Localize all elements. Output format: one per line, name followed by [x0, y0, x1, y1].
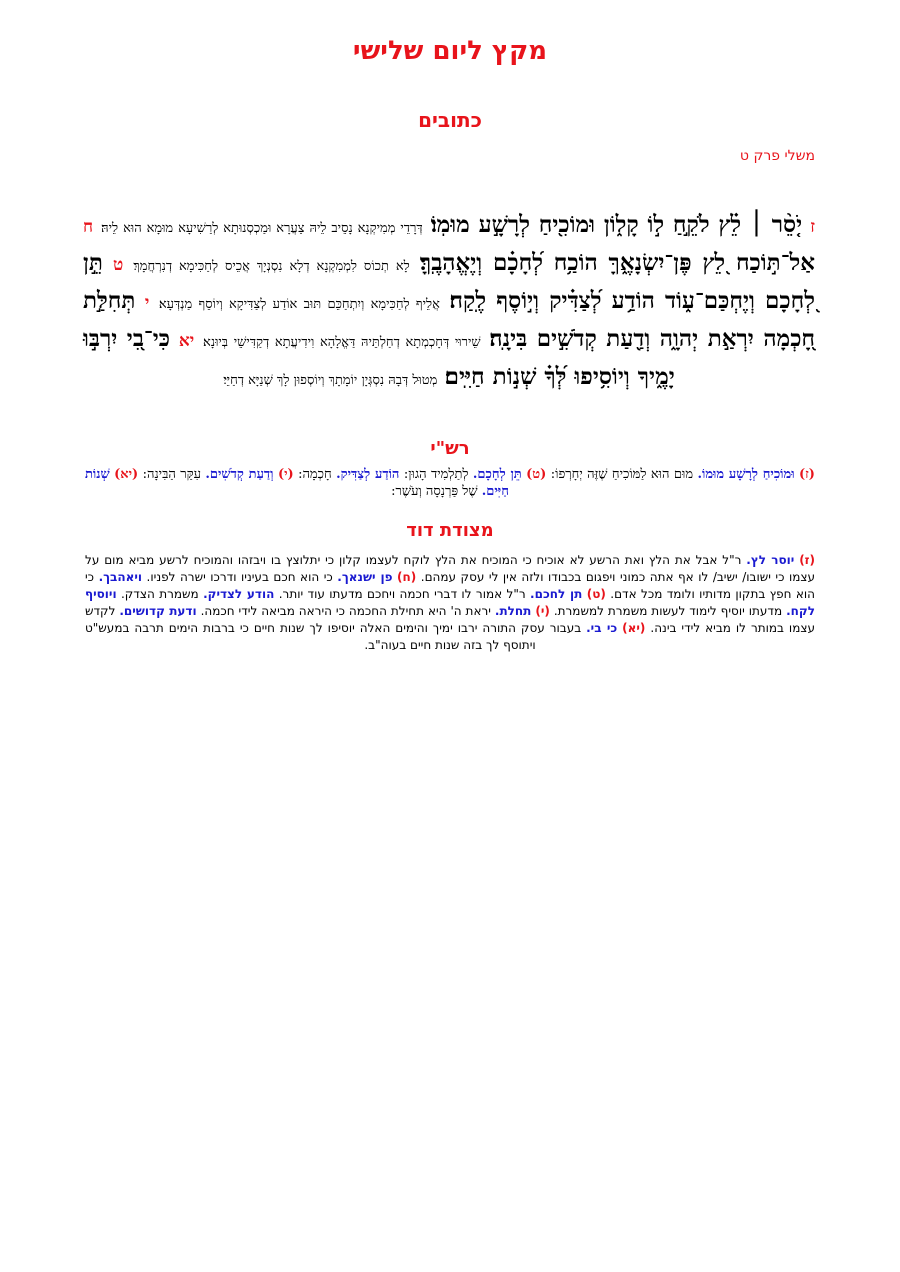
comment-text: משמרת הצדק. [120, 587, 199, 601]
comment-text: עִקַּר הַבִּינָה: [142, 467, 201, 482]
comment-text: מדעתו יוסיף לימוד לעשות משמרת למשמרת. [553, 604, 783, 618]
rashi-commentary [85, 466, 815, 500]
comment-ref: (ח) [397, 570, 417, 584]
comment-entry [298, 467, 399, 482]
comment-dibur: ויוסיף לקח. [85, 587, 815, 618]
verse-number: ח [83, 217, 94, 237]
verse-targum: לָא תְכוֹס לִמְמִקְנָא דְלָא נִסְנְיָךְ אֲכֵיס לְחַכִּימָא דְנִרְחֲמָךְ׃ [133, 259, 410, 274]
comment-ref: (י) [277, 467, 294, 482]
comment-text: שֶׁל פַּרְנָסָה וְעֹשֶׁר: [391, 484, 478, 499]
comment-entry [121, 587, 274, 601]
comment-dibur: ויאהבך. [98, 570, 143, 584]
comment-text: כי הוא חפץ בתקון מדותיו ולומד מכל אדם. [85, 570, 815, 601]
comment-dibur: הוֹדַע לְצַדִּיק. [336, 467, 400, 482]
comment-entry [279, 587, 606, 601]
comment-text: ר"ל אמור לו דברי חכמה ויחכם מדעתו עוד יותר. [278, 587, 526, 601]
metzudat-heading: מצודת דוד [406, 520, 494, 541]
comment-dibur: יוסר לץ. [746, 553, 795, 567]
comment-entry [404, 467, 547, 482]
comment-ref: (ט) [526, 467, 547, 482]
comment-text: לקדש עצמו במותר לו מביא לידי בינה. [85, 604, 815, 635]
comment-dibur: וּמוֹכִיחַ לְרָשָׁע מוּמוֹ. [697, 467, 795, 482]
verse-targum: מְטוּל דְּבָהּ נִסְגְּיָן יוֹמָתָךְ וְיוֹסְפוּן לָךְ שְׁנַיָּא דְחַיֵּי׃ [223, 373, 438, 388]
rashi-heading: רש"י [430, 438, 470, 459]
comment-dibur: פן ישנאך. [337, 570, 393, 584]
verse-number: ט [113, 255, 124, 275]
verse-hebrew: תֵּ֣ן לְ֭חָכָם וְיֶחְכַּם־ע֑וֹד הוֹדַ֥ע לְ֝צַדִּ֗יק וְי֣וֹסֶף לֶֽקַח׃ [83, 249, 816, 314]
comment-entry [551, 467, 815, 482]
verse-hebrew: כִּי־בִ֭י יִרְבּ֣וּ יָמֶ֑יךָ וְיוֹסִ֥יפוּ לְּ֝ךָ֗ שְׁנ֣וֹת חַיִּֽים׃ [83, 325, 675, 390]
comment-dibur: וְדַעַת קְדֹשִׁים. [205, 467, 274, 482]
comment-dibur: תחלת. [494, 604, 532, 618]
page-title: מקץ ליום שלישי [352, 36, 548, 66]
verse-targum: אֲלֵיף לְחַכִּימָא וְיִתְחַכֵּם תּוּב אוֹדַע לְצַדִּיקָא וְיוֹסֵף מַנְדְּעָא׃ [158, 297, 440, 312]
comment-dibur: הודע לצדיק. [203, 587, 275, 601]
comment-ref: (ט) [586, 587, 606, 601]
verse-number: י [144, 293, 150, 313]
comment-text: חָכְמָה: [298, 467, 332, 482]
comment-ref: (יא) [622, 621, 646, 635]
comment-dibur: תן לחכם. [530, 587, 583, 601]
section-title: כתובים [418, 108, 482, 132]
comment-text: ר"ל אבל את הלץ ואת הרשע לא אוכיח כי המוכיח את הלץ לוקח לעצמו קלון כי יתלוצץ בו ויבזהו והמוכיח לרשע מביא מום על עצמו כי ישובו/ ישיב/ לו אף אתה כמוני ויפגום בכבודו ולזה אין לי עסק עמהם. [85, 553, 816, 584]
comment-entry [85, 621, 645, 652]
verse-hebrew: אַל־תּ֣וֹכַח לֵ֭ץ פֶּן־יִשְׂנָאֶ֑ךָּ הוֹכַ֥ח לְ֝חָכָ֗ם וְיֶאֱהָבֶֽךָּ׃ [419, 249, 816, 276]
verse [101, 212, 815, 238]
comment-ref: (יא) [114, 467, 139, 482]
comment-dibur: ודעת קדושים. [119, 604, 197, 618]
comment-text: יראת ה' היא תחילת החכמה כי היראה מביאה לידי חכמה. [200, 604, 491, 618]
comment-dibur: תֵּן לְחָכָם. [472, 467, 522, 482]
comment-text: כי הוא חכם בעיניו ודרכו ישרה לפניו. [146, 570, 333, 584]
verse-hebrew: יֹ֤סֵ֨ר ׀ לֵ֗ץ לֹקֵ֣חַ ל֣וֹ קָל֑וֹן וּמוֹכִ֖יחַ לְרָשָׁ֣ע מוּמֽוֹ׃ [430, 211, 803, 238]
comment-ref: (י) [535, 604, 550, 618]
verse-hebrew: תְּחִלַּ֣ת חָ֭כְמָה יִרְאַ֣ת יְהוָ֑ה וְדַ֖עַת קְדֹשִׁ֣ים בִּינָֽה׃ [83, 287, 816, 352]
comment-dibur: כי בי. [586, 621, 618, 635]
comment-text: מוּם הוּא לַמּוֹכִיחַ שֶׁזֶּה יְחָרְפוֹ: [550, 467, 694, 482]
chapter-label: משלי פרק ט [739, 148, 815, 164]
comment-entry [147, 570, 417, 584]
comment-text: בעבור עסק התורה ירבו ימיך והימים האלה יוסיפו לך שנות חיים כי ברבות הימים תרבה במעש"ט ויתוסף לך בזה שנות חיים בעוה"ב. [85, 621, 582, 652]
verse-targum: דְּרָדֵי מְמִיקְנָא נָסֵיב לֵיהּ צַעֲרָא וּמַכְסְנוּתָא לְרַשִׁיעָא מוּמָא הוּא לֵיהּ׃ [101, 221, 423, 236]
metzudat-commentary [85, 552, 815, 654]
comment-ref: (ז) [798, 467, 815, 482]
verses-block [83, 208, 815, 398]
verse-targum: שֵׁירוּי דְּחָכְמְתָא דְחַלְתֵּיהּ דַּאֱלָהָא וִידִיעֲתָא דְקַדִּישֵׁי בְּיוּנָא׃ [203, 335, 481, 350]
comment-entry [143, 467, 294, 482]
verse-number: יא [178, 331, 195, 351]
verse-number: ז [810, 217, 815, 237]
comment-text: לְתַלְמִיד הָגוּן: [403, 467, 469, 482]
comment-ref: (ז) [799, 553, 815, 567]
comment-dibur: שְׁנוֹת חַיִּים. [85, 467, 509, 499]
comment-entry [201, 604, 550, 618]
